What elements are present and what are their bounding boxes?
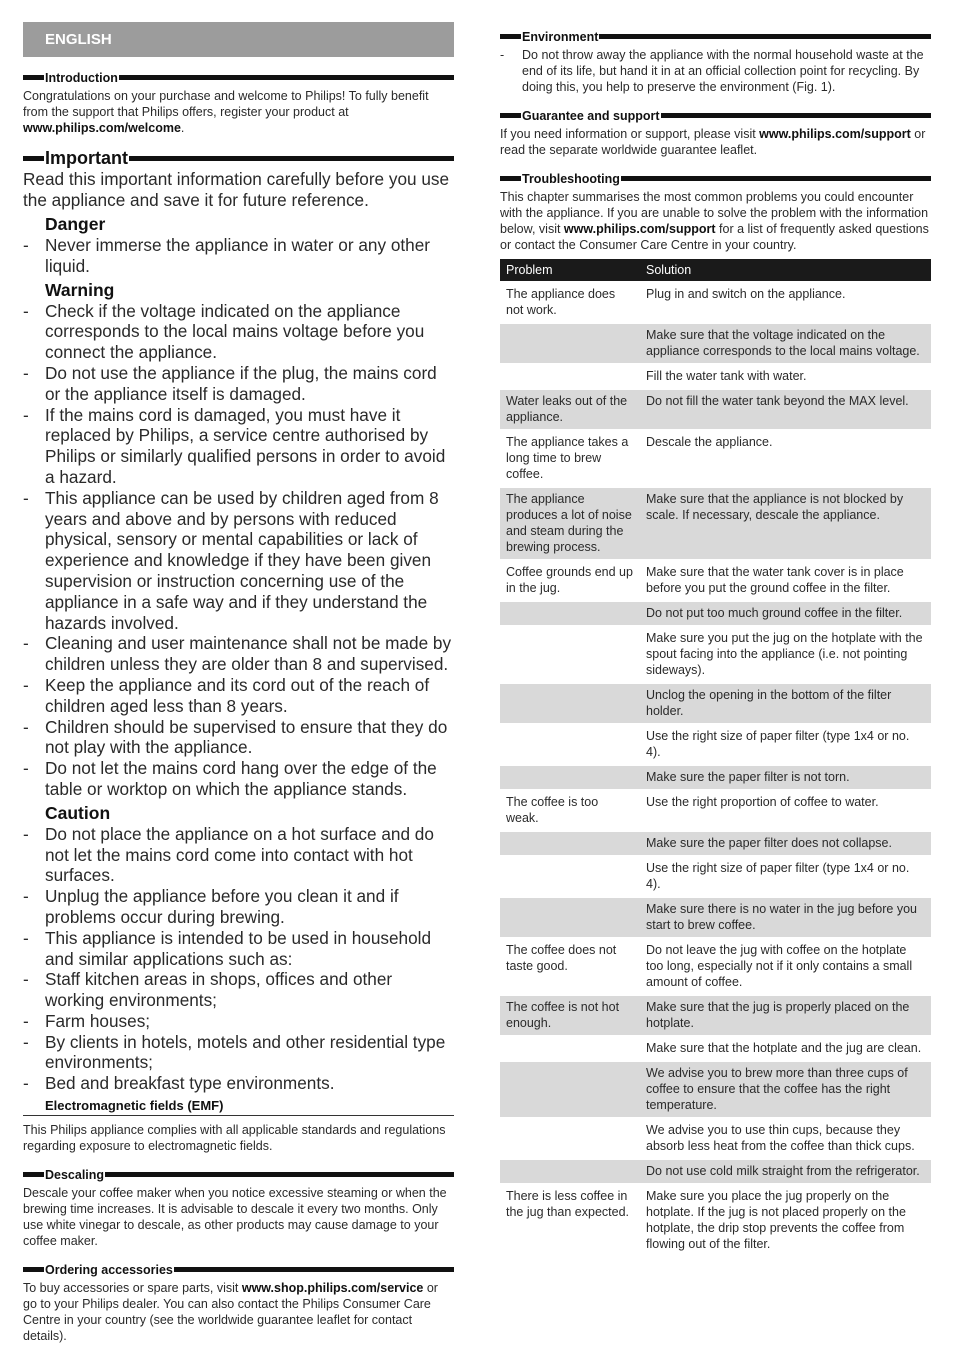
- problem-cell: [500, 857, 640, 896]
- problem-cell: [500, 1062, 640, 1117]
- problem-cell: [500, 602, 640, 625]
- problem-cell: The coffee is too weak.: [506, 795, 599, 825]
- problem-cell: [500, 898, 640, 937]
- solution-cell: Do not use cold milk straight from the refrigerator.: [640, 1160, 931, 1183]
- language-bar: ENGLISH: [23, 22, 454, 57]
- problem-cell: [500, 832, 640, 855]
- list-item: - Staff kitchen areas in shops, offices and other working environments;: [23, 969, 454, 1011]
- table-row: [500, 602, 931, 625]
- table-row: [500, 832, 931, 855]
- descaling-text: Descale your coffee maker when you notice excessive steaming or when the brewing time increases. It is advisable to descale it every two months. Only use white vinegar to descale, as other products may cause damage to your coffee maker.: [23, 1186, 447, 1249]
- solution-cell: Make sure there is no water in the jug before you start to brew coffee.: [640, 898, 931, 937]
- problem-cell: The coffee does not taste good.: [506, 943, 617, 973]
- solution-cell: Make sure that the appliance is not blocked by scale. If necessary, descale the appliance.: [640, 488, 931, 559]
- solution-cell: Unclog the opening in the bottom of the filter holder.: [640, 684, 931, 723]
- solution-cell: Use the right proportion of coffee to water.: [646, 795, 879, 809]
- table-row: [500, 365, 931, 388]
- solution-cell: We advise you to use thin cups, because they absorb less heat from the coffee than thick cups.: [646, 1123, 915, 1153]
- solution-cell: Do not put too much ground coffee in the filter.: [640, 602, 931, 625]
- problem-cell: [500, 1037, 640, 1060]
- introduction-text: Congratulations on your purchase and welcome to Philips! To fully benefit from the support that Philips offers, register your product at www.philips.com/welcome.: [23, 89, 429, 135]
- troubleshooting-support-link[interactable]: www.philips.com/support: [563, 222, 716, 236]
- list-item: - Check if the voltage indicated on the appliance corresponds to the local mains voltage before you connect the appliance.: [23, 301, 454, 363]
- list-item: - Do not use the appliance if the plug, the mains cord or the appliance itself is damaged.: [23, 363, 454, 405]
- problem-cell: [500, 766, 640, 789]
- problem-cell: [500, 365, 640, 388]
- solution-cell: We advise you to brew more than three cups of coffee to ensure that the coffee has the right temperature.: [640, 1062, 931, 1117]
- list-item: - Unplug the appliance before you clean it and if problems occur during brewing.: [23, 886, 454, 928]
- table-row: [500, 857, 931, 896]
- environment-list: [500, 47, 931, 95]
- accessories-heading: Ordering accessories: [23, 1262, 454, 1277]
- solution-cell: Do not fill the water tank beyond the MAX level.: [640, 390, 931, 429]
- table-row: [500, 1185, 931, 1256]
- list-item: - This appliance is intended to be used in household and similar applications such as:: [23, 928, 454, 970]
- important-text: Read this important information carefully before you use the appliance and save it for future reference.: [23, 169, 450, 210]
- table-header-row: [500, 259, 931, 281]
- problem-cell: The appliance takes a long time to brew coffee.: [506, 435, 629, 481]
- left-column: [23, 0, 454, 1344]
- table-row: [500, 627, 931, 682]
- solution-cell: Use the right size of paper filter (type 1x4 or no. 4).: [646, 861, 910, 891]
- table-row: [500, 791, 931, 830]
- table-row: [500, 1062, 931, 1117]
- emf-heading: Electromagnetic fields (EMF): [23, 1098, 454, 1116]
- problem-cell: The appliance produces a lot of noise and steam during the brewing process.: [500, 488, 640, 559]
- solution-cell: Make sure that the water tank cover is in place before you put the ground coffee in the filter.: [646, 565, 904, 595]
- table-row: [500, 996, 931, 1035]
- problem-cell: [500, 324, 640, 363]
- problem-cell: [500, 1160, 640, 1183]
- warning-heading: Warning: [45, 279, 115, 300]
- solution-cell: Use the right size of paper filter (type 1x4 or no. 4).: [646, 729, 910, 759]
- solution-cell: Make sure that the hotplate and the jug are clean.: [646, 1041, 922, 1055]
- list-item: - By clients in hotels, motels and other residential type environments;: [23, 1032, 454, 1074]
- table-row: [500, 431, 931, 486]
- shop-link[interactable]: www.shop.philips.com/service: [241, 1281, 424, 1296]
- table-row: [500, 1119, 931, 1158]
- guarantee-text: If you need information or support, please visit www.philips.com/support or read the separate worldwide guarantee leaflet.: [500, 127, 926, 157]
- table-row: [500, 1160, 931, 1183]
- list-item: - Do not let the mains cord hang over the edge of the table or worktop on which the appliance stands.: [23, 758, 454, 800]
- solution-cell: Make sure you place the jug properly on the hotplate. If the jug is not placed properly on the hotplate, the drip stop prevents the coffee from flowing out of the filter.: [646, 1189, 906, 1251]
- table-row: [500, 766, 931, 789]
- table-row: [500, 283, 931, 322]
- troubleshooting-text: This chapter summarises the most common problems you could encounter with the appliance. If you are unable to solve the problem with the information below, visit www.philips.com/support for a list of frequently asked questions or contact the Consumer Care Centre in your country.: [500, 190, 929, 252]
- table-row: [500, 390, 931, 429]
- column-header-problem: Problem: [500, 259, 640, 281]
- table-row: [500, 1037, 931, 1060]
- list-item: - Keep the appliance and its cord out of the reach of children aged less than 8 years.: [23, 675, 454, 717]
- solution-cell: Fill the water tank with water.: [646, 369, 807, 383]
- problem-cell: The appliance does not work.: [506, 287, 616, 317]
- list-item: - This appliance can be used by children aged from 8 years and above and by persons with reduced physical, sensory or mental capabilities or lack of experience and knowledge if they have been given supervision or instruction concerning use of the appliance in a safe way and if they understand the hazards involved.: [23, 488, 454, 634]
- problem-cell: There is less coffee in the jug than expected.: [506, 1189, 630, 1219]
- solution-cell: Make sure that the voltage indicated on the appliance corresponds to the local mains voltage.: [640, 324, 931, 363]
- table-row: [500, 561, 931, 600]
- table-row: [500, 725, 931, 764]
- danger-heading: Danger: [45, 214, 106, 234]
- problem-cell: The coffee is not hot enough.: [500, 996, 640, 1035]
- problem-cell: Coffee grounds end up in the jug.: [506, 565, 633, 595]
- list-item: - Do not place the appliance on a hot surface and do not let the mains cord come into contact with hot surfaces.: [23, 824, 454, 886]
- caution-list: [23, 824, 454, 1094]
- solution-cell: Make sure the paper filter does not collapse.: [640, 832, 931, 855]
- solution-cell: Descale the appliance.: [646, 435, 773, 449]
- emf-text: This Philips appliance complies with all applicable standards and regulations regarding exposure to electromagnetic fields.: [23, 1123, 446, 1154]
- environment-heading: Environment: [500, 29, 931, 44]
- support-link[interactable]: www.philips.com/support: [759, 127, 911, 141]
- list-item: - Children should be supervised to ensure that they do not play with the appliance.: [23, 717, 454, 759]
- list-item: - Do not throw away the appliance with the normal household waste at the end of its life, but hand it in at an official collection point for recycling. By doing this, you help to preserve the environment (Fig. 1).: [500, 47, 931, 95]
- table-row: [500, 324, 931, 363]
- problem-cell: [500, 684, 640, 723]
- right-column: [500, 0, 931, 1258]
- column-header-solution: Solution: [640, 259, 931, 281]
- accessories-text: To buy accessories or spare parts, visit www.shop.philips.com/service or go to your Philips dealer. You can also contact the Philips Consumer Care Centre in your country (see the worldwide guarantee leaflet for contact details).: [23, 1281, 438, 1344]
- list-item: - If the mains cord is damaged, you must have it replaced by Philips, a service centre authorised by Philips or similarly qualified persons in order to avoid a hazard.: [23, 405, 454, 488]
- list-item: - Never immerse the appliance in water or any other liquid.: [23, 235, 454, 277]
- introduction-heading: Introduction: [23, 70, 454, 85]
- problem-cell: [500, 627, 640, 682]
- solution-cell: Make sure the paper filter is not torn.: [640, 766, 931, 789]
- problem-cell: [500, 1119, 640, 1158]
- troubleshooting-table: [500, 257, 931, 1258]
- table-row: [500, 684, 931, 723]
- warning-list: [23, 301, 454, 800]
- important-heading: Important: [23, 148, 454, 168]
- table-row: [500, 939, 931, 994]
- list-item: - Cleaning and user maintenance shall not be made by children unless they are older than 8 and supervised.: [23, 633, 454, 675]
- descaling-heading: Descaling: [23, 1167, 454, 1182]
- caution-heading: Caution: [45, 802, 111, 823]
- guarantee-heading: Guarantee and support: [500, 108, 931, 123]
- list-item: - Farm houses;: [23, 1011, 454, 1032]
- danger-list: [23, 235, 454, 277]
- solution-cell: Make sure that the jug is properly placed on the hotplate.: [640, 996, 931, 1035]
- solution-cell: Plug in and switch on the appliance.: [646, 287, 846, 301]
- table-row: [500, 898, 931, 937]
- solution-cell: Do not leave the jug with coffee on the hotplate too long, especially not if it only contains a small amount of coffee.: [646, 943, 913, 989]
- welcome-link[interactable]: www.philips.com/welcome: [23, 121, 181, 135]
- problem-cell: [500, 725, 640, 764]
- table-row: [500, 488, 931, 559]
- list-item: - Bed and breakfast type environments.: [23, 1073, 454, 1094]
- problem-cell: Water leaks out of the appliance.: [500, 390, 640, 429]
- solution-cell: Make sure you put the jug on the hotplate with the spout facing into the appliance (i.e. not pointing sideways).: [646, 631, 923, 677]
- troubleshooting-heading: Troubleshooting: [500, 171, 931, 186]
